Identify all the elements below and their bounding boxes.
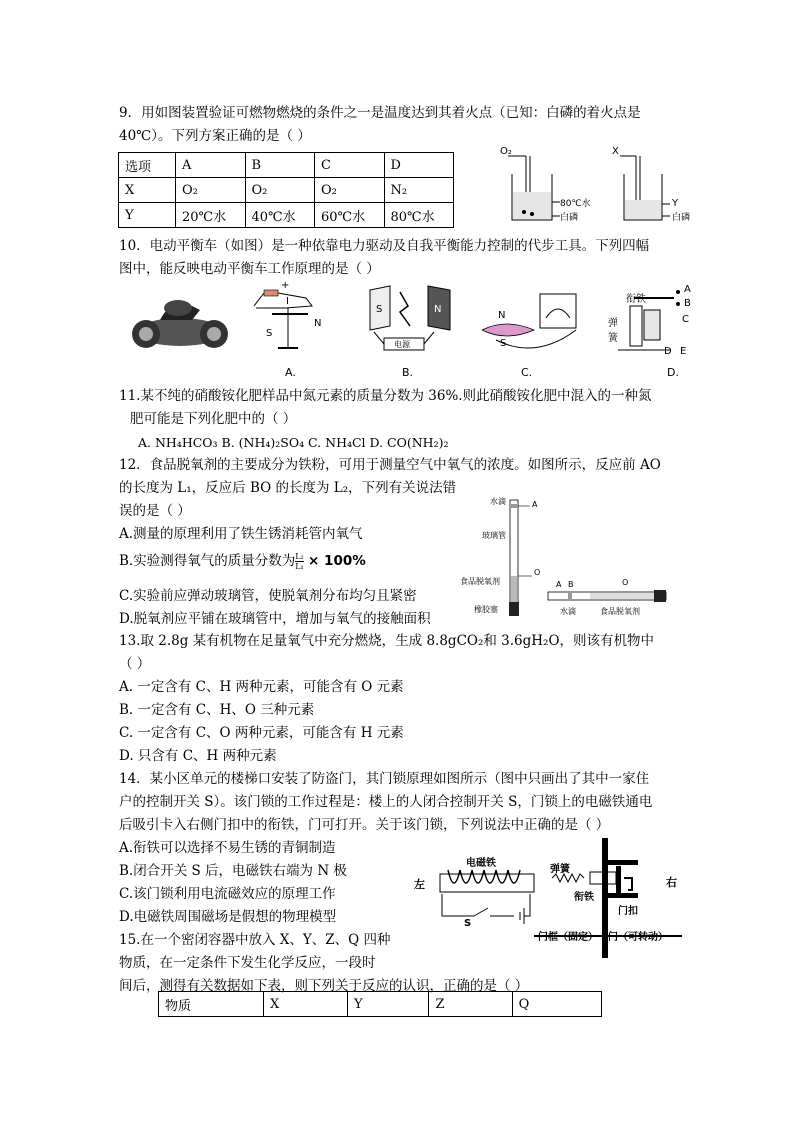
- q15-header-cell: Z: [429, 992, 512, 1017]
- spring-label: 弹簧: [608, 318, 618, 344]
- q9-cell: C: [315, 153, 385, 178]
- q9-cell: N₂: [384, 178, 454, 203]
- q12-option-b: [119, 552, 366, 571]
- q12-text-line1: 12．食品脱氧剂的主要成分为铁粉，可用于测量空气中氧气的浓度。如图所示，反应前 AO: [119, 457, 661, 473]
- phosphorus-label: 白磷: [560, 213, 579, 223]
- option-b-prefix: B.实验测得氧气的质量分数为: [119, 553, 296, 569]
- q13-option-d: D. 只含有 C、H 两种元素: [119, 748, 277, 764]
- spring-label: 弹簧: [550, 864, 570, 875]
- figure-b-drawing: [364, 282, 458, 356]
- balance-car-drawing: [130, 290, 228, 354]
- q15-text-line1: 15.在一个密闭容器中放入 X、Y、Z、Q 四种: [119, 932, 391, 948]
- q9-cell: O₂: [176, 178, 246, 203]
- q9-options-table: [118, 152, 454, 228]
- caption-a: A.: [285, 366, 296, 379]
- terminal-d: D: [664, 346, 672, 357]
- q9-text-line2: 40℃）。下列方案正确的是（ ）: [119, 128, 311, 144]
- figure-c-drawing: [476, 290, 582, 354]
- q12-option-c: C.实验前应弹动玻璃管，使脱氧剂分布均匀且紧密: [119, 588, 417, 604]
- caption-c: C.: [521, 366, 533, 379]
- q10-figure-b: [364, 282, 458, 356]
- q15-header-cell: Q: [512, 992, 601, 1017]
- q10-figure-a: [246, 280, 330, 354]
- q14-option-c: C.该门锁利用电流磁效应的原理工作: [119, 886, 336, 902]
- current-label: I: [286, 296, 289, 307]
- q10-figure-d: [604, 286, 704, 358]
- b2-label: B: [568, 580, 574, 589]
- electromagnet-label: 电磁铁: [466, 858, 496, 869]
- q9-cell: 60℃水: [315, 203, 385, 228]
- q13-option-b: B. 一定含有 C、H、O 三种元素: [119, 702, 315, 718]
- q9-cell: O₂: [245, 178, 315, 203]
- n-label: N: [498, 310, 506, 321]
- q13-text-line1: 13.取 2.8g 某有机物在足量氧气中充分燃烧，生成 8.8gCO₂和 3.6gH₂O，则该有机物中: [119, 633, 655, 649]
- q12-option-d: D.脱氧剂应平铺在玻璃管中，增加与氧气的接触面积: [119, 611, 431, 627]
- water-drop-label: 水滴: [490, 497, 506, 506]
- o-label: O: [534, 568, 541, 577]
- right-label: 右: [666, 876, 677, 889]
- beaker-o2-drawing: [496, 146, 596, 228]
- armature-label: 衔铁: [626, 294, 646, 305]
- q11-options: A. NH₄HCO₃ B. (NH₄)₂SO₄ C. NH₄Cl D. CO(NH₂)₂: [138, 435, 449, 450]
- fraction-numerator: L₂: [295, 552, 304, 561]
- terminal-c: C: [682, 314, 689, 325]
- s-pole-label: S: [376, 304, 383, 315]
- option-b-suffix: × 100%: [308, 553, 366, 569]
- door-label: 门（可转动）: [608, 932, 668, 943]
- n-pole-label: N: [434, 304, 442, 315]
- phosphorus-label: 白磷: [672, 213, 691, 223]
- tube-label: 玻璃管: [482, 531, 506, 540]
- q9-cell: 选项: [119, 153, 176, 178]
- q14-figure: [414, 838, 684, 968]
- q14-figure-drawing: [414, 838, 684, 968]
- q9-cell: X: [119, 178, 176, 203]
- power-source-label: 电源: [394, 340, 410, 349]
- switch-label: S: [464, 918, 472, 929]
- q9-cell: 80℃水: [384, 203, 454, 228]
- agent-label: 食品脱氧剂: [460, 577, 500, 586]
- q9-cell: Y: [119, 203, 176, 228]
- q15-data-table: [158, 991, 602, 1017]
- y-label: Y: [672, 198, 679, 209]
- q9-cell: B: [245, 153, 315, 178]
- o2-label: O: [622, 578, 629, 587]
- s-label: S: [500, 338, 507, 349]
- left-label: 左: [414, 878, 425, 891]
- q11-text-line2: 肥可能是下列化肥中的（ ）: [130, 411, 297, 427]
- q9-figure-beaker-o2: [496, 146, 596, 228]
- plus-label: +: [281, 280, 290, 291]
- q14-option-a: A.衔铁可以选择不易生锈的青铜制造: [119, 840, 336, 856]
- q15-header-cell: X: [264, 992, 348, 1017]
- caption-d: D.: [667, 366, 679, 379]
- water-label: 80℃水: [560, 199, 591, 209]
- water-drop2-label: 水滴: [560, 607, 576, 616]
- figure-d-drawing: [604, 286, 704, 358]
- q14-option-d: D.电磁铁周围磁场是假想的物理模型: [119, 909, 337, 925]
- q9-text-line1: 9．用如图装置验证可燃物燃烧的条件之一是温度达到其着火点（已知：白磷的着火点是: [119, 105, 641, 121]
- q15-text-line2: 物质，在一定条件下发生化学反应，一段时: [119, 955, 376, 971]
- q13-option-c: C. 一定含有 C、O 两种元素，可能含有 H 元素: [119, 725, 404, 741]
- terminal-b: B: [684, 298, 691, 309]
- q9-cell: D: [384, 153, 454, 178]
- armature-label: 衔铁: [574, 892, 594, 903]
- a2-label: A: [556, 580, 562, 589]
- q12-figure: [460, 494, 674, 626]
- q10-figure-c: [476, 290, 582, 354]
- latch-label: 门扣: [618, 906, 638, 917]
- q9-cell: A: [176, 153, 246, 178]
- caption-b: B.: [402, 366, 414, 379]
- south-label: S: [266, 328, 273, 339]
- balance-car-image: [130, 290, 228, 354]
- north-label: N: [314, 318, 322, 329]
- terminal-a: A: [684, 284, 691, 295]
- q13-text-line2: （ ）: [119, 656, 151, 672]
- q14-text-line1: 14．某小区单元的楼梯口安装了防盗门，其门锁原理如图所示（图中只画出了其中一家住: [119, 771, 650, 787]
- q12-text-line2: 的长度为 L₁，反应后 BO 的长度为 L₂，下列有关说法错: [119, 480, 457, 496]
- q15-text-line3: 间后，测得有关数据如下表，则下列关于反应的认识，正确的是（ ）: [119, 978, 529, 994]
- q11-text-line1: 11.某不纯的硝酸铵化肥样品中氮元素的质量分数为 36%.则此硝酸铵化肥中混入的一种氮: [119, 388, 652, 404]
- agent2-label: 食品脱氧剂: [600, 607, 640, 616]
- q10-text-line1: 10．电动平衡车（如图）是一种依靠电力驱动及自我平衡能力控制的代步工具。下列四幅: [119, 238, 650, 254]
- q14-text-line3: 后吸引卡入右侧门扣中的衔铁，门可打开。关于该门锁，下列说法中正确的是（ ）: [119, 817, 610, 833]
- fraction: [295, 552, 304, 571]
- q15-header-cell: 物质: [159, 992, 264, 1017]
- q10-text-line2: 图中，能反映电动平衡车工作原理的是（ ）: [119, 261, 380, 277]
- q12-text-line3: 误的是（ ）: [119, 503, 191, 519]
- q15-header-cell: Y: [348, 992, 429, 1017]
- frame-label: 门框（固定）: [538, 932, 598, 943]
- fraction-denominator: L₁: [295, 562, 304, 571]
- plug-label: 橡胶塞: [474, 605, 498, 614]
- q9-cell: 20℃水: [176, 203, 246, 228]
- x-label: X: [612, 146, 619, 157]
- terminal-e: E: [680, 346, 687, 357]
- q9-cell: 40℃水: [245, 203, 315, 228]
- q9-cell: O₂: [315, 178, 385, 203]
- q12-option-a: A.测量的原理利用了铁生锈消耗管内氧气: [119, 526, 363, 542]
- q13-option-a: A. 一定含有 C、H 两种元素，可能含有 O 元素: [119, 679, 404, 695]
- q14-text-line2: 户的控制开关 S）。该门锁的工作过程是：楼上的人闭合控制开关 S，门锁上的电磁铁通电: [119, 794, 653, 810]
- q14-option-b: B.闭合开关 S 后，电磁铁右端为 N 极: [119, 863, 347, 879]
- q9-figure-beaker-x: [606, 146, 696, 228]
- a-label: A: [532, 500, 538, 509]
- gas-label: O₂: [500, 146, 512, 157]
